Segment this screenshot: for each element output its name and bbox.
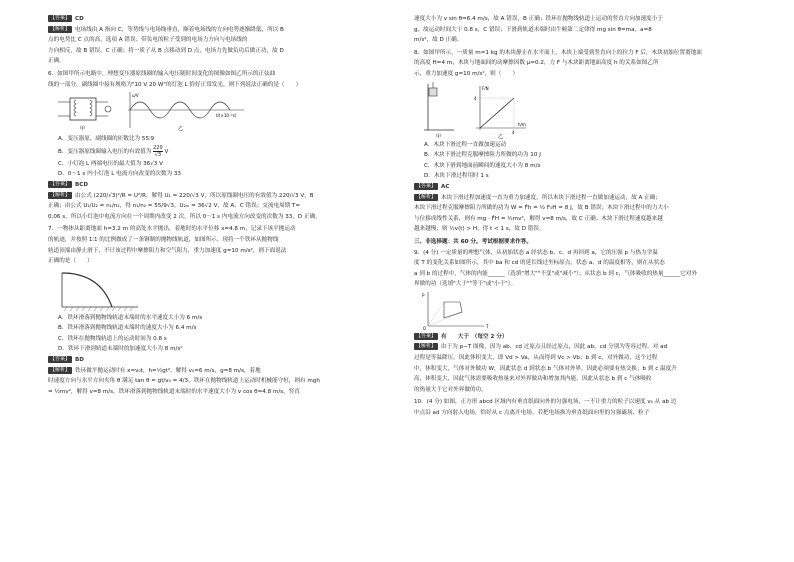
answer-value: 有 大于 （每空 2 分） — [441, 333, 508, 340]
axis-label-t: T — [486, 323, 489, 329]
answer-value: CD — [75, 16, 84, 22]
explanation-text: = ½mv²，解得 v=8 m/s，铁环滑落到抛物线轨道末端时的水平速度大小为 v cos θ=4.8 m/s，竖直 — [48, 388, 300, 395]
option-b: B．铁环滑落到抛物线轨道末端时的速度大小为 6.4 m/s — [58, 325, 197, 332]
explanation-text: 点的电势比 C 点的高，选项 A 错误；带负电的粒子受到的电场力方向与电场线的 — [48, 37, 248, 44]
answer-value: BCD — [75, 181, 89, 188]
option-a: A．木块下滑过程一直做加速运动 — [424, 141, 507, 148]
question-6-stem: 6．如图甲所示电路中，理想变压器原线圈的输入电压随时间变化的图像如图乙所示的正弦曲 — [48, 70, 276, 77]
explanation-tag: 【解析】 — [416, 343, 437, 350]
answer-line — [48, 355, 400, 366]
right-column — [414, 14, 766, 419]
option-b: B．木块下滑过程克服摩擦阻力所做的功为 10 J — [424, 152, 541, 159]
question-9-stem: 9．(4 分) 一定质量的理想气体，从初始状态 a 经状态 b、c、d 再回到 a，它的压强 p 与热力学温 — [414, 249, 658, 256]
answer-tag: 【答案】 — [50, 180, 71, 187]
question-7-figure — [48, 267, 400, 313]
answer-tag: 【答案】 — [416, 182, 437, 189]
explanation-text: 过程是等温降压，因此体积变大，即 Vd > Va，从而得到 Vc > Vb；b 到 c，对外做功，这个过程 — [414, 355, 658, 362]
explanation-text: g，故运动时间大于 0.8 s，C 错误；下滑到轨道末端时由牛顿第二定律得 mg sin θ=ma，a=8 — [414, 26, 652, 33]
explanation-text: 方向相反，故 B 错误，C 正确；将一质子从 B 点移动到 D 点，电场力先做负功后做正功，故 D — [48, 47, 284, 54]
option-d: D．木块下滑过程用时 1 s — [424, 173, 489, 180]
question-6-stem: 线的一部分，副线圈中接有规格为"10 V 20 W"的灯泡 L 恰好正常发光，则下列说法正确的是（ ） — [48, 81, 302, 88]
axis-label-h: h/m — [518, 121, 526, 127]
explanation-text: 越来越慢，则 ½v(t) > H，得 t < 1 s，故 D 错误。 — [414, 226, 545, 233]
explanation-text: 木块下滑过程克服摩擦阻力所做的功为 W = F̄h = ½ F₀H = 8 J，故 B 错误；木块下滑过程中的力大小 — [414, 205, 669, 212]
figure-label-jia: 甲 — [80, 126, 86, 133]
answer-tag: 【答案】 — [50, 356, 71, 363]
answer-line — [414, 182, 766, 193]
explanation-text: 速度大小为 v sin θ=6.4 m/s，故 A 错误，B 正确；铁环在抛物线轨道上运动的竖直方向加速度小于 — [414, 16, 663, 22]
question-9-stem: 度 T 的变化关系如图所示，其中 ba 和 cd 的延长线过坐标原点，状态 a、d 的温度相等，则在从状态 — [414, 260, 665, 267]
option-a: A．变压器原、副线圈的匝数比为 55∶9 — [58, 136, 155, 143]
option-b-fraction: $\frac{220}{√3}$ — [153, 144, 163, 158]
answer-line — [48, 180, 400, 191]
explanation-tag: 【解析】 — [50, 191, 71, 198]
explanation-tag: 【解析】 — [50, 366, 71, 373]
origin-label: O — [423, 325, 427, 331]
explanation-line: 【解析】 铁环做平抛运动时有 x=v₀t，h=½gt²，解得 v₀=6 m/s，g=8 m/s，着地 — [50, 366, 261, 374]
option-c: C．小灯泡 L 两端电压的最大值为 36√3 V — [58, 160, 163, 167]
question-9-stem: a 到 b 的过程中，气体的内能______（选填"增大""不变"或"减小"）；从状态 b 到 c，气体吸收的热量______它对外 — [414, 270, 698, 277]
explanation-text: 的热量大于它对外界做的功。 — [414, 386, 487, 393]
question-8-stem: 示，重力加速度 g=10 m/s²，则（ ） — [414, 70, 519, 77]
explanation-text: 中，体积变大，气体对外做功 W，因此状态 d 到状态 b 气体对外界，因此必须要有热交换；b 到 c 温度升 — [414, 365, 677, 372]
explanation-text: 0.06 s，所以小灯泡中电流方向在一个周期内改变 2 次，所以 0～1 s 内电流方向改变的次数为 33，D 正确。 — [48, 213, 321, 220]
question-8-stem: 的高度 H=4 m，木块与地面间的动摩擦因数 μ=0.2，力 F 与木块距离地面高度 h 的关系如图乙所 — [414, 60, 659, 67]
option-d: D．0～1 s 内小灯泡 L 电流方向改变的次数为 33 — [58, 171, 181, 178]
explanation-text: 时速度方向与水平方向夹角 θ 满足 tan θ = gt/v₀ = 4/3，铁环在抛物线轨道上运动时机械能守恒，则有 mgh — [48, 378, 320, 385]
section-heading: 三、非选择题：共 60 分。考试根据要求作答。 — [414, 238, 532, 245]
figure-label-yi: 乙 — [178, 126, 184, 133]
left-column — [48, 14, 400, 397]
axis-label-t: t/(×10⁻²s) — [216, 113, 237, 119]
explanation-text: 电场线由 A 指向 C，等势线与电场线垂直，顺着电场线的方向电势逐渐降低，所以 B — [75, 26, 284, 33]
answer-tag: 【答案】 — [50, 15, 71, 21]
question-7-stem: 轨道顶端由静止滑下，不计该过程中摩擦阻力和空气阻力，重力加速度 g=10 m/s²，则下面说法 — [48, 247, 287, 254]
explanation-text: m/s²，故 D 正确。 — [414, 37, 463, 44]
tick-label-h: 4 — [512, 129, 515, 135]
explanation-line — [48, 25, 400, 36]
question-7-stem: 的轨迹，并按照 1∶1 的比例做成了一条钢制的抛物线轨道，如图所示。现将一个铁环从抛物线 — [48, 236, 279, 243]
figure-label-yi: 乙 — [498, 133, 504, 140]
question-6-figure — [48, 90, 400, 134]
option-c: C．木块下滑到地面前瞬间的速度大小为 8 m/s — [424, 162, 541, 169]
explanation-text: 与位移成线性关系，则有 mg · F̄H = ½mv²，解得 v=8 m/s，故 C 正确；木块下滑过程速度越来越 — [414, 215, 663, 222]
question-7-stem: 7．一物体从距离地面 h=3.2 m 的高处水平抛出，着地时的水平位移 x=4.8 m，记录下该平抛运动 — [48, 226, 296, 233]
explanation-text: 正确；由公式 U₁/U₂ = n₁/n₂，得 n₁/n₂ = 55/9√3，U₂ₘ = 36√2 V，故 A、C 错误；交流电周期 T= — [48, 203, 301, 210]
option-b: B．变压器原线圈输入电压的有效值为 $\frac{220}{√3}$ V — [58, 144, 169, 158]
question-9-stem: 界做的功（选填"大于""等于"或"小于"）。 — [414, 281, 517, 288]
question-8-figure — [414, 80, 766, 140]
option-a: A．铁环滑落到抛物线轨道末端时的水平速度大小为 6 m/s — [58, 314, 203, 321]
answer-tag: 【答案】 — [416, 332, 437, 339]
explanation-line: 【解析】 木块下滑过程加速度一直为重力加速度，所以木块下滑过程一直做加速运动，故 A 正确； — [416, 193, 661, 201]
explanation-text: 正确。 — [48, 58, 65, 65]
option-d: D．铁环下滑到轨道末端时的加速度大小为 8 m/s² — [58, 346, 183, 353]
answer-value: AC — [441, 183, 450, 190]
explanation-text: 高，体积变大，因此气体需要吸收热量来对外界做功和增加其内能，因此从状态 b 到 c 气体吸收 — [414, 376, 652, 383]
axis-label-f: F/N — [482, 85, 489, 91]
figure-label-jia: 甲 — [436, 133, 442, 140]
explanation-line: 【解析】 由于为 p−T 图像，因为 ab、cd 过原点且经过原点，因此 ab、cd 分别为等容过程。对 ad — [416, 343, 668, 351]
question-8-stem: 8．如图甲所示，一质量 m=1 kg 的木块静止在水平面上，木块上端受到竖直向上的拉力 F 后，木块初始位置离地面 — [414, 49, 702, 56]
tick-label-f: 4 — [474, 95, 477, 101]
parabola-track-diagram — [48, 267, 168, 313]
answer-line — [414, 332, 766, 343]
question-10-stem: 中点沿 ad 方向射入电场，恰好从 c 点离开电场。若把电场换为垂直纸面向里的匀强磁场，粒子 — [414, 410, 650, 417]
explanation-tag: 【解析】 — [50, 25, 71, 32]
answer-value: BD — [75, 357, 84, 364]
block-and-force-graph — [414, 80, 564, 140]
option-b-text: B．变压器原线圈输入电压的有效值为 — [58, 148, 152, 155]
axis-label-u: u/V — [132, 93, 139, 99]
explanation-line: 【解析】 由公式 (220/√3)²/R = U²/R，解得 U₁ = 220/√3 V，所以原线圈电压的有效值为 220/√3 V，B — [50, 191, 314, 199]
option-c: C．铁环在抛物线轨道上的运动时间为 0.8 s — [58, 335, 167, 342]
question-9-figure — [414, 290, 766, 332]
axis-label-p: p — [422, 291, 425, 297]
p-t-cycle-diagram — [414, 290, 514, 332]
question-10-stem: 10．(4 分) 如图，正方形 abcd 区域内有垂直纸面向外的匀强电场，一不计重力的粒子以速度 v₀ 从 ab 边 — [414, 399, 677, 406]
answer-line — [48, 14, 400, 25]
transformer-and-sine-diagram — [48, 90, 248, 134]
question-7-stem: 正确的是（ ） — [48, 258, 93, 265]
explanation-tag: 【解析】 — [416, 193, 437, 200]
